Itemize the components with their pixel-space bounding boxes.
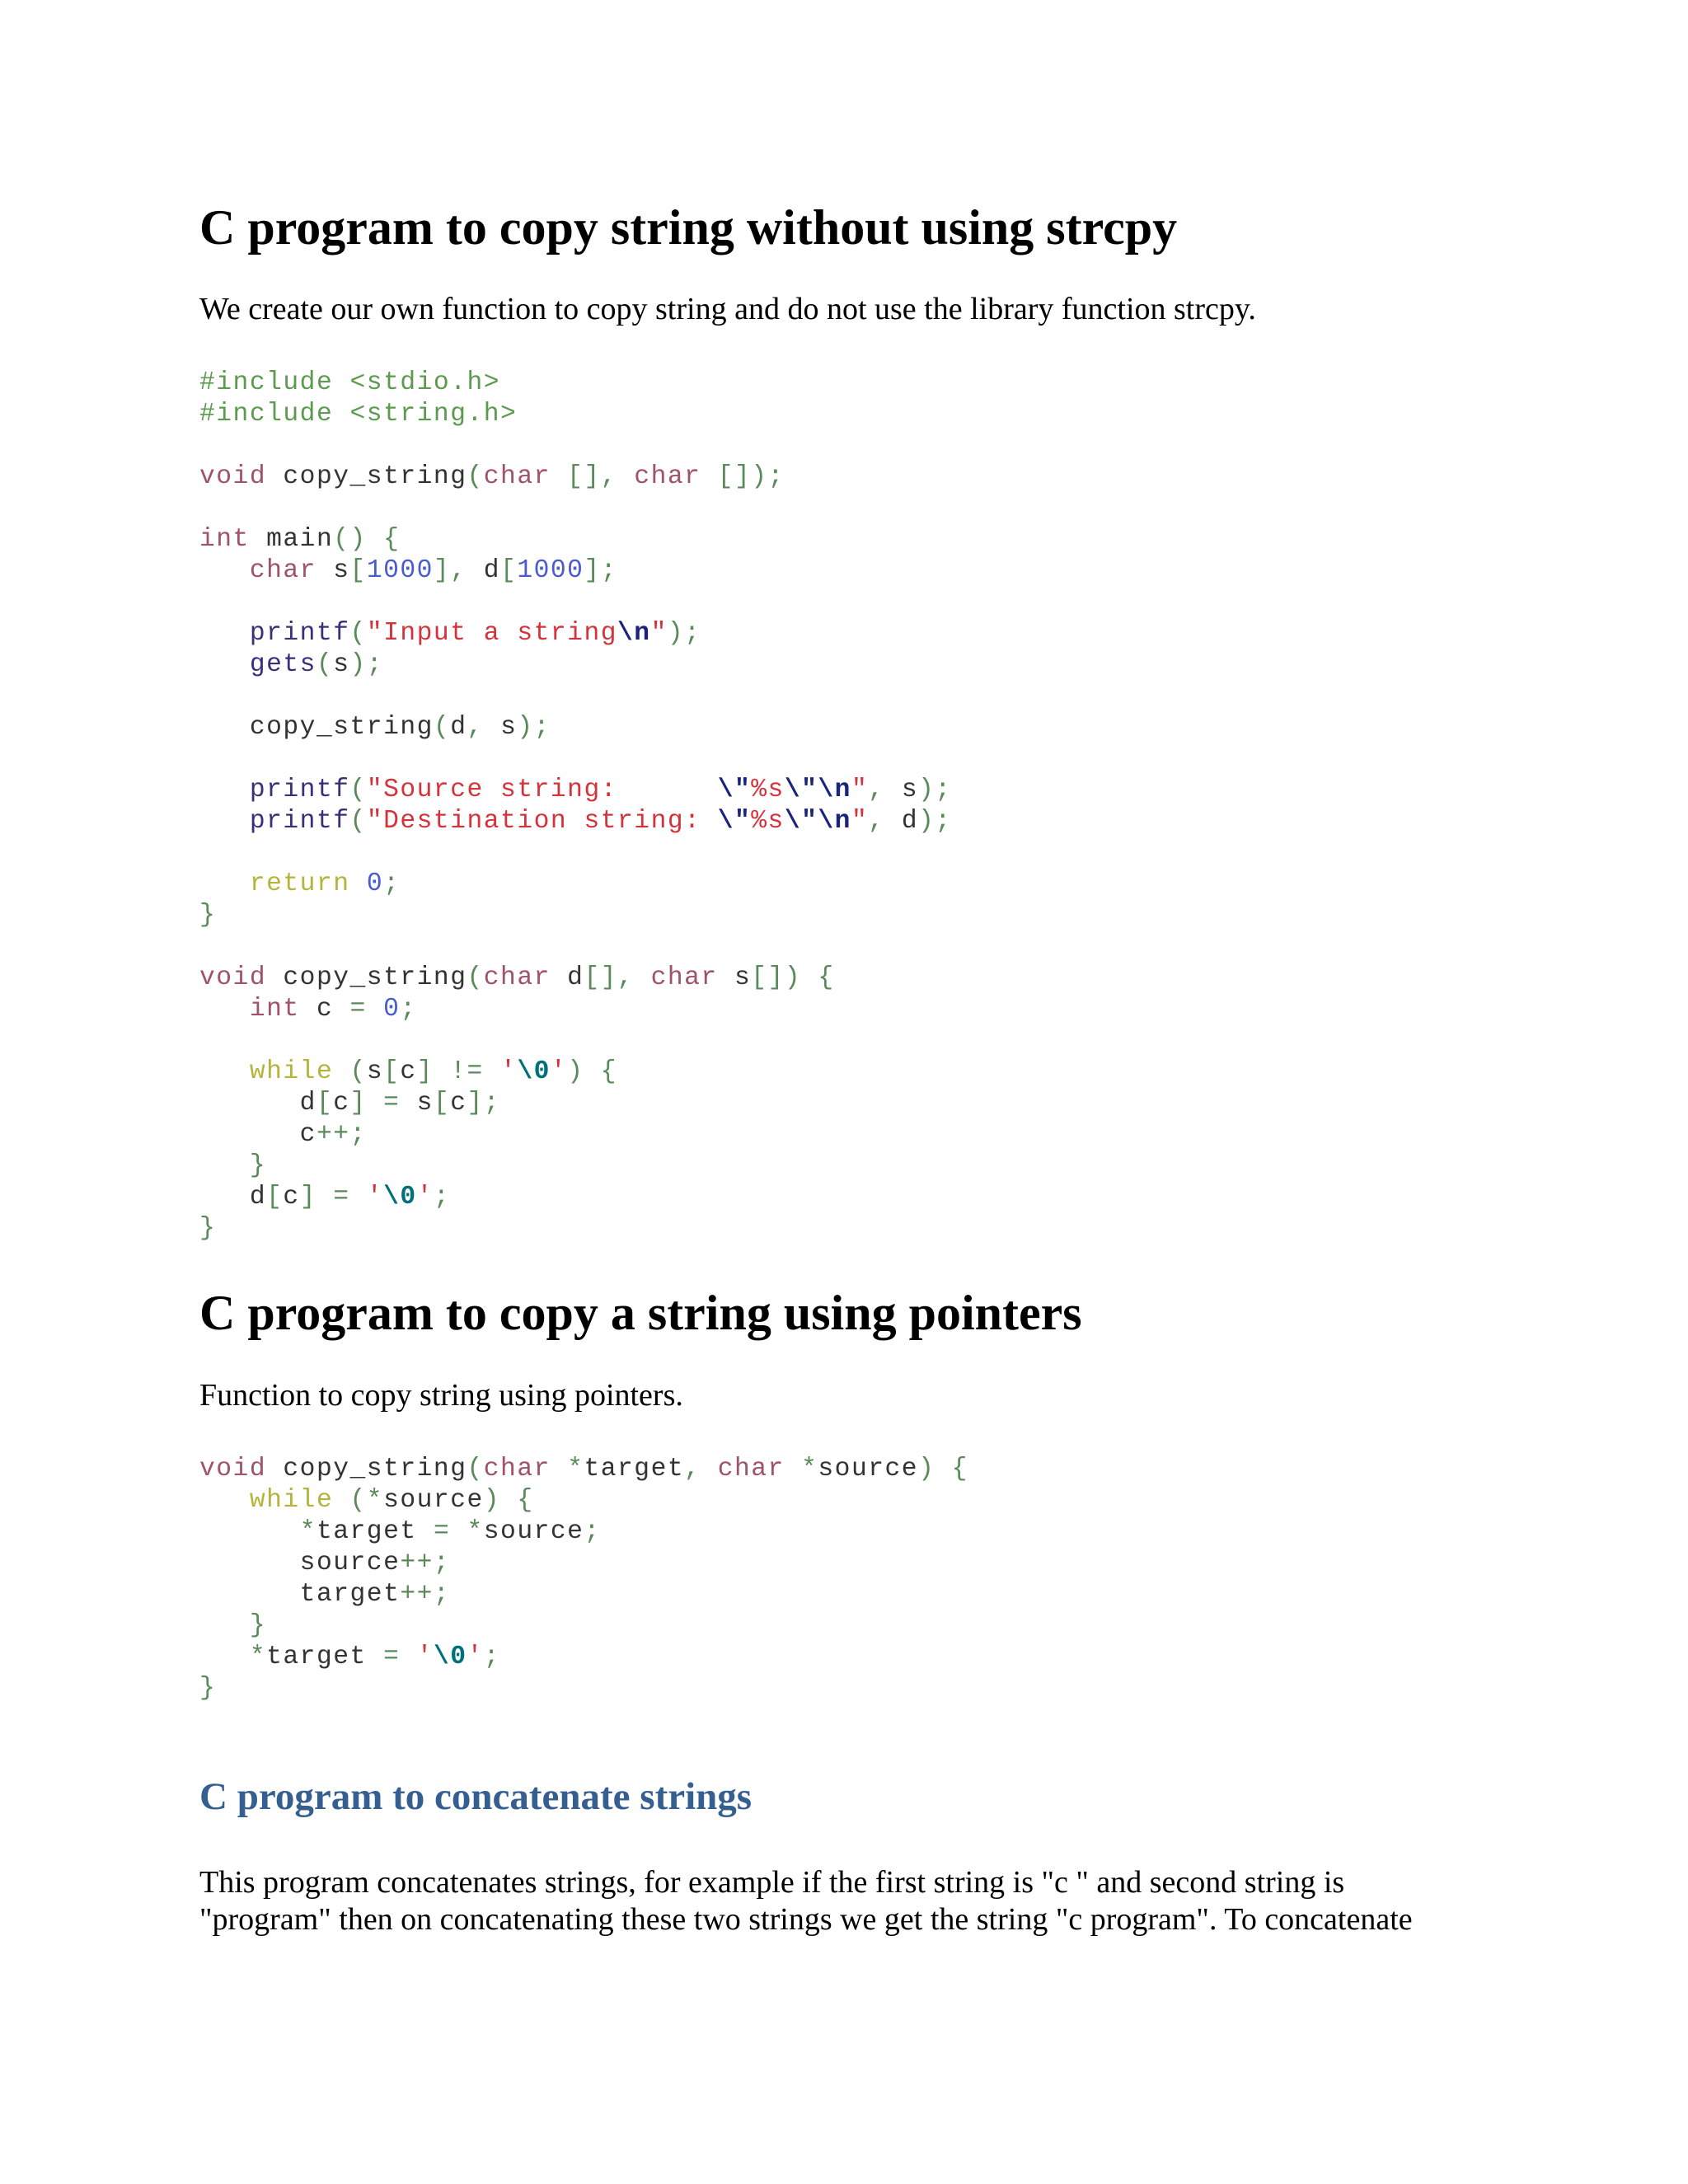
code-token: ,	[868, 807, 902, 836]
code-token: copy_string	[199, 713, 434, 742]
code-token: '	[500, 1057, 518, 1086]
code-token	[199, 1611, 250, 1640]
code-token: s	[316, 556, 350, 585]
code-token: [	[383, 1057, 401, 1086]
code-token: \0	[433, 1643, 467, 1671]
code-token: \"	[717, 776, 752, 804]
code-token: ];	[467, 1089, 501, 1118]
code-token: ;	[483, 1643, 501, 1671]
code-line	[199, 1579, 968, 1610]
code-token: target	[266, 1643, 384, 1671]
code-token: );	[918, 776, 952, 804]
code-token: "	[650, 619, 668, 648]
code-token: target	[584, 1455, 685, 1483]
code-token: char	[634, 462, 701, 491]
code-token: char	[717, 1455, 785, 1483]
code-token: "	[851, 776, 869, 804]
code-token	[333, 1486, 349, 1515]
code-token: d	[450, 713, 467, 742]
code-token: printf	[249, 619, 350, 648]
code-line	[199, 1182, 952, 1213]
code-token: s	[901, 776, 919, 804]
code-line	[199, 1088, 952, 1119]
code-token: s	[333, 650, 350, 679]
code-token: 0	[383, 995, 401, 1024]
code-token: printf	[249, 807, 350, 836]
code-token: ) {	[918, 1455, 968, 1483]
code-token: '	[416, 1643, 434, 1671]
code-token: ;	[383, 869, 401, 898]
code-line	[199, 555, 952, 587]
code-token: ;	[433, 1183, 451, 1212]
code-token: ++;	[400, 1580, 451, 1609]
code-token: ++;	[316, 1120, 367, 1149]
code-token: (	[349, 1057, 367, 1086]
code-token: [	[266, 1183, 284, 1212]
code-line	[199, 869, 952, 900]
code-token: \"	[717, 807, 752, 836]
code-token: void	[199, 1455, 267, 1483]
code-line	[199, 1119, 952, 1151]
code-line	[199, 900, 952, 931]
code-token: s	[717, 963, 752, 992]
code-line	[199, 1454, 968, 1485]
section-description: Function to copy string using pointers.	[199, 1378, 683, 1413]
code-token: char	[249, 556, 316, 585]
code-token: (	[433, 713, 451, 742]
code-token: =	[349, 995, 384, 1024]
code-token: char	[650, 963, 718, 992]
code-token: "Destination string:	[366, 807, 718, 836]
code-token: char	[483, 963, 551, 992]
code-token: ) {	[483, 1486, 534, 1515]
code-token: (	[349, 807, 367, 836]
code-token: return	[249, 869, 350, 898]
code-token: int	[199, 525, 250, 554]
code-token: []) {	[751, 963, 835, 992]
code-token: (	[467, 1455, 484, 1483]
code-token: ];	[584, 556, 618, 585]
code-line	[199, 1213, 952, 1244]
code-token: (	[316, 650, 334, 679]
code-token: *	[249, 1643, 267, 1671]
code-token: d	[483, 556, 501, 585]
code-token: d	[901, 807, 919, 836]
code-line	[199, 931, 952, 963]
code-token: );	[667, 619, 701, 648]
code-token: copy_string	[266, 1455, 467, 1483]
code-token: );	[349, 650, 384, 679]
code-line	[199, 963, 952, 994]
code-line	[199, 1025, 952, 1057]
code-token: '	[416, 1183, 434, 1212]
code-token: '	[550, 1057, 568, 1086]
code-token: 1000	[366, 556, 434, 585]
code-token: #include <stdio.h>	[199, 368, 501, 397]
code-line	[199, 994, 952, 1025]
code-token: source	[483, 1517, 584, 1546]
code-token: c	[283, 1183, 300, 1212]
code-token: target	[316, 1517, 434, 1546]
code-line	[199, 618, 952, 649]
code-line	[199, 524, 952, 555]
code-line	[199, 462, 952, 493]
code-line	[199, 1610, 968, 1642]
section-paragraph-line: This program concatenates strings, for example if the first string is "c " and second string is	[199, 1865, 1345, 1900]
code-token: }	[199, 1214, 217, 1243]
code-block-copy-string	[199, 368, 952, 1244]
code-token: (	[467, 462, 484, 491]
code-line	[199, 587, 952, 618]
code-line	[199, 743, 952, 775]
code-token: #include <string.h>	[199, 400, 518, 429]
code-token: );	[918, 807, 952, 836]
code-token: [],	[584, 963, 651, 992]
code-token	[199, 1486, 250, 1515]
code-token: '	[366, 1183, 384, 1212]
code-token: }	[199, 901, 217, 930]
code-token	[199, 556, 250, 585]
code-token: c	[199, 1120, 316, 1149]
code-token: int	[249, 995, 300, 1024]
code-token: char	[483, 1455, 551, 1483]
code-token: }	[249, 1151, 267, 1180]
code-line	[199, 837, 952, 869]
code-token: s	[416, 1089, 434, 1118]
code-token: source	[199, 1549, 401, 1577]
code-token: (	[467, 963, 484, 992]
code-token: [],	[550, 462, 635, 491]
code-token	[199, 619, 250, 648]
code-line	[199, 806, 952, 837]
code-token: source	[383, 1486, 484, 1515]
code-token: "Source string:	[366, 776, 718, 804]
section-title-concatenate: C program to concatenate strings	[199, 1775, 753, 1818]
code-token	[199, 1643, 250, 1671]
code-token: c	[299, 995, 350, 1024]
code-token: }	[199, 1674, 217, 1703]
code-line	[199, 430, 952, 462]
code-line	[199, 1485, 968, 1516]
code-line	[199, 493, 952, 524]
code-line	[199, 399, 952, 430]
code-token: *	[299, 1517, 316, 1546]
code-token: [	[349, 556, 367, 585]
code-token	[199, 995, 250, 1024]
code-token: \0	[383, 1183, 417, 1212]
code-token	[199, 776, 250, 804]
code-token	[199, 807, 250, 836]
code-token	[333, 1057, 349, 1086]
code-token: %s	[751, 776, 785, 804]
code-line	[199, 1673, 968, 1704]
code-token: c	[450, 1089, 467, 1118]
code-token: '	[467, 1643, 484, 1671]
code-token: char	[483, 462, 551, 491]
code-token: \n	[818, 807, 851, 836]
code-token: %s	[751, 807, 785, 836]
code-token: []);	[701, 462, 785, 491]
code-line	[199, 1516, 968, 1548]
code-block-copy-pointers	[199, 1454, 968, 1704]
code-line	[199, 1642, 968, 1673]
code-token: d	[199, 1183, 267, 1212]
code-token: copy_string	[266, 963, 467, 992]
code-token: ;	[400, 995, 417, 1024]
code-token	[199, 1057, 250, 1086]
code-token: ] =	[349, 1089, 417, 1118]
code-token: source	[818, 1455, 919, 1483]
code-token: void	[199, 462, 267, 491]
code-token	[785, 1455, 801, 1483]
code-token	[199, 869, 250, 898]
section-description: We create our own function to copy string and do not use the library function strcpy.	[199, 292, 1256, 326]
section-title-copy-string: C program to copy string without using strcpy	[199, 200, 1178, 255]
code-token: target	[199, 1580, 401, 1609]
code-token: (	[349, 619, 367, 648]
code-line	[199, 649, 952, 681]
code-token: () {	[333, 525, 401, 554]
code-line	[199, 775, 952, 806]
code-token: 1000	[517, 556, 584, 585]
code-token: ,	[467, 713, 501, 742]
code-token	[199, 1517, 300, 1546]
code-token: "	[851, 807, 869, 836]
code-token: d	[199, 1089, 316, 1118]
code-token: ,	[684, 1455, 718, 1483]
code-token: main	[249, 525, 334, 554]
code-line	[199, 1057, 952, 1088]
code-token: copy_string	[266, 462, 467, 491]
code-token: \n	[818, 776, 851, 804]
code-token: \"	[784, 776, 818, 804]
code-token: ) {	[567, 1057, 618, 1086]
code-token: \n	[617, 619, 651, 648]
code-token: =	[383, 1643, 417, 1671]
code-token: c	[333, 1089, 350, 1118]
code-token	[199, 1151, 250, 1180]
code-token: );	[517, 713, 551, 742]
code-token: ] !=	[416, 1057, 501, 1086]
code-token: while	[249, 1057, 334, 1086]
section-paragraph-line: "program" then on concatenating these two strings we get the string "c program". To concatenate	[199, 1902, 1413, 1937]
code-token: \"	[784, 807, 818, 836]
code-token: 0	[366, 869, 384, 898]
code-token: gets	[249, 650, 316, 679]
section-title-copy-pointers: C program to copy a string using pointers	[199, 1286, 1082, 1340]
code-token: \0	[517, 1057, 551, 1086]
code-token: ,	[868, 776, 902, 804]
code-token	[199, 650, 250, 679]
code-token: "Input a string	[366, 619, 618, 648]
code-token: while	[249, 1486, 334, 1515]
code-token: d	[550, 963, 584, 992]
code-token: printf	[249, 776, 350, 804]
code-token: *	[567, 1455, 584, 1483]
code-token: [	[433, 1089, 451, 1118]
code-token: *	[801, 1455, 818, 1483]
code-token: s	[500, 713, 518, 742]
code-line	[199, 1151, 952, 1182]
code-token: ] =	[299, 1183, 367, 1212]
code-token: [	[316, 1089, 334, 1118]
code-token: s	[366, 1057, 384, 1086]
code-line	[199, 681, 952, 712]
code-line	[199, 368, 952, 399]
code-token: ++;	[400, 1549, 451, 1577]
code-token: c	[400, 1057, 417, 1086]
code-token: (*	[349, 1486, 384, 1515]
code-token	[350, 869, 367, 898]
code-token	[551, 1455, 567, 1483]
code-token: void	[199, 963, 267, 992]
code-line	[199, 1548, 968, 1579]
code-token: [	[500, 556, 518, 585]
code-token: = *	[433, 1517, 484, 1546]
code-token: (	[349, 776, 367, 804]
code-token: ],	[433, 556, 484, 585]
code-line	[199, 712, 952, 743]
code-token: }	[249, 1611, 267, 1640]
code-token: ;	[584, 1517, 601, 1546]
